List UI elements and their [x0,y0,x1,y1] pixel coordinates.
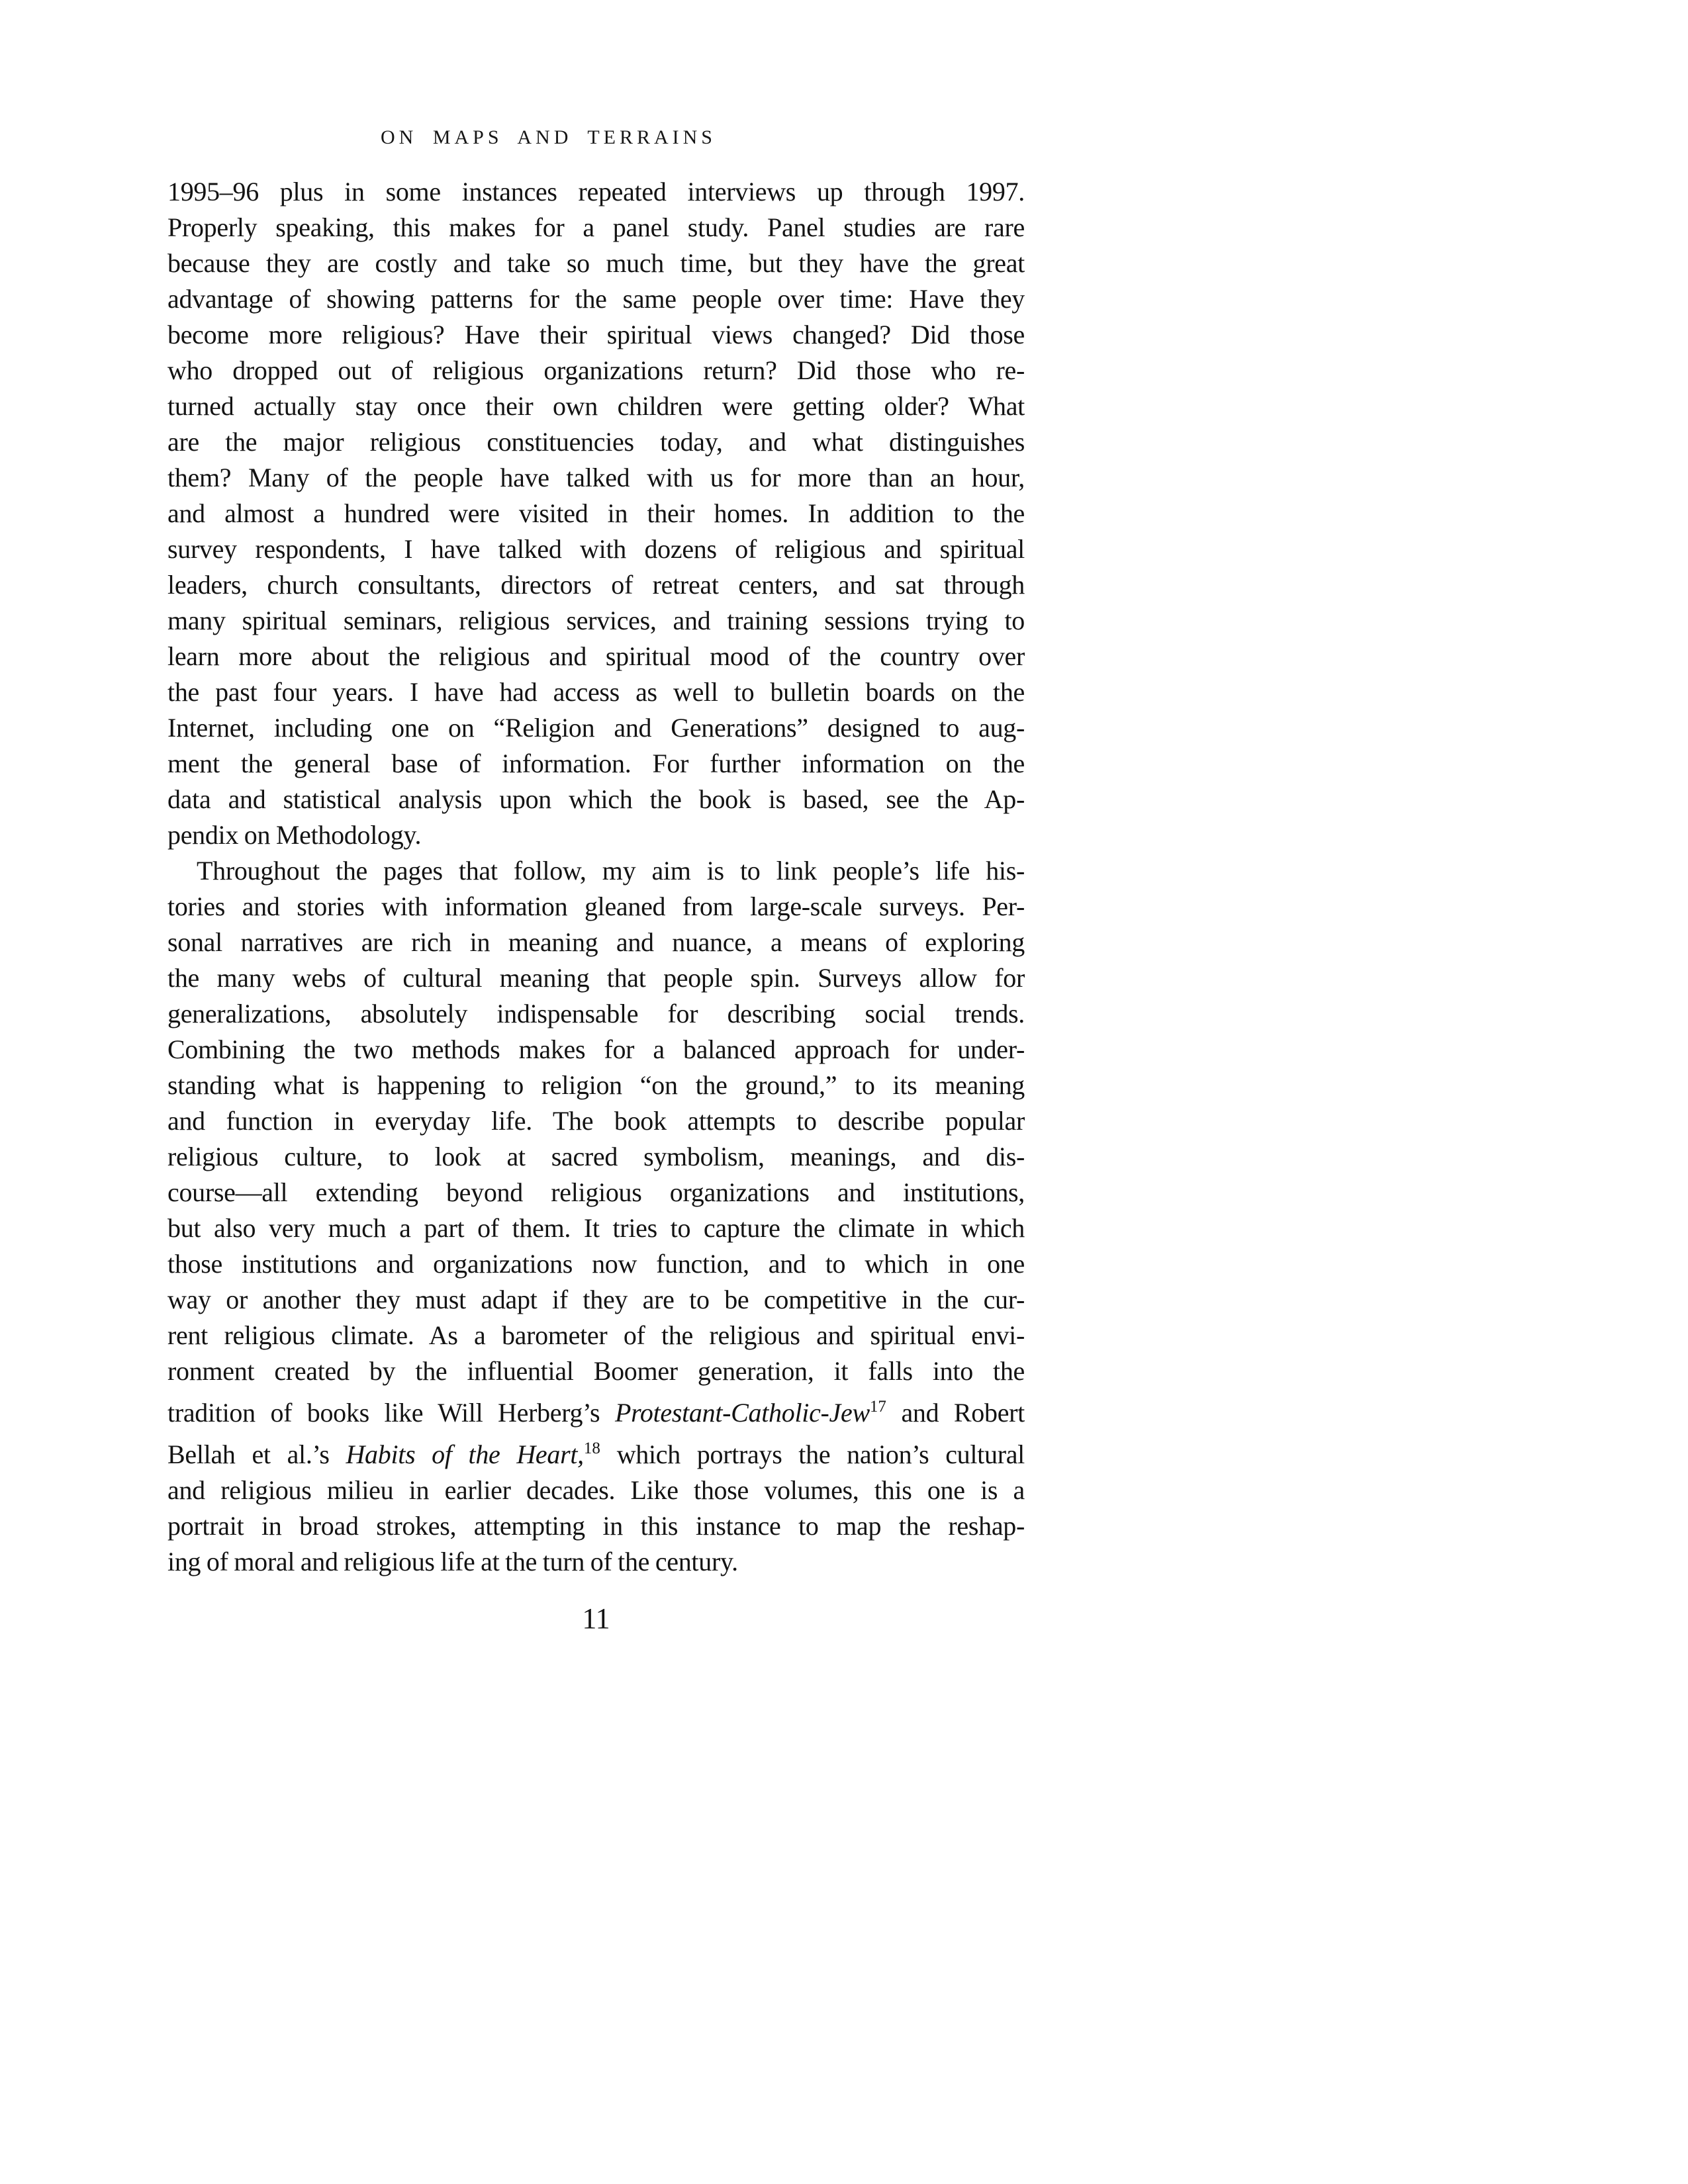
text-line: who dropped out of religious organizations return? Did those who re- [167,355,1025,385]
text-line: and religious milieu in earlier decades. Like those volumes, this one is a [167,1475,1025,1505]
text-line: course—all extending beyond religious organizations and institutions, [167,1177,1025,1207]
text-line: become more religious? Have their spiritual views changed? Did those [167,320,1025,349]
footnote-ref: 17 [869,1398,886,1416]
text-line: standing what is happening to religion “on the ground,” to its meaning [167,1070,1025,1100]
text-line: are the major religious constituencies today, and what distinguishes [167,427,1025,457]
page-number: 11 [582,1602,610,1635]
page-text [167,174,1025,1580]
running-header [167,126,1025,149]
text-line: Bellah et al.’s Habits of the Heart,$^{18}$ which portrays the nation’s cultural [167,1439,1025,1469]
text-line: pendix on Methodology. [167,820,422,850]
text-line: learn more about the religious and spiritual mood of the country over [167,641,1025,671]
text-line: Properly speaking, this makes for a panel study. Panel studies are rare [167,212,1025,242]
text-line: 1995–96 plus in some instances repeated interviews up through 1997. [167,177,1025,206]
running-header-text: ON MAPS AND TERRAINS [380,126,716,148]
text-line: Internet, including one on “Religion and Generations” designed to aug- [167,713,1025,743]
text-line: Throughout the pages that follow, my aim is to link people’s life his- [197,856,1025,886]
text-line: ing of moral and religious life at the turn of the century. [167,1547,738,1576]
text-line: those institutions and organizations now function, and to which in one [167,1249,1025,1279]
book-title: Habits of the Heart, [346,1439,584,1469]
text-line: ronment created by the influential Boomer generation, it falls into the [167,1356,1025,1386]
text-line: Combining the two methods makes for a balanced approach for under- [167,1034,1025,1064]
book-title: Protestant-Catholic-Jew [614,1398,870,1428]
text-line: way or another they must adapt if they are to be competitive in the cur- [167,1285,1025,1314]
text-line: survey respondents, I have talked with dozens of religious and spiritual [167,534,1025,564]
text-line: the past four years. I have had access as well to bulletin boards on the [167,677,1025,707]
text-line: rent religious climate. As a barometer of the religious and spiritual envi- [167,1320,1025,1350]
text-line: portrait in broad strokes, attempting in this instance to map the reshap- [167,1511,1025,1541]
text-line: many spiritual seminars, religious services, and training sessions trying to [167,606,1025,635]
text-line: and almost a hundred were visited in their homes. In addition to the [167,498,1025,528]
text-line: advantage of showing patterns for the same people over time: Have they [167,284,1025,314]
text-line: generalizations, absolutely indispensable for describing social trends. [167,999,1025,1028]
text-line: because they are costly and take so much time, but they have the great [167,248,1025,278]
text-line: tradition of books like Will Herberg’s Protestant-Catholic-Jew$^{17}$ and Robert [167,1398,1025,1428]
text-line: turned actually stay once their own children were getting older? What [167,391,1025,421]
text-line: but also very much a part of them. It tries to capture the climate in which [167,1213,1025,1243]
text-line: leaders, church consultants, directors of retreat centers, and sat through [167,570,1025,600]
text-line: tories and stories with information gleaned from large-scale surveys. Per- [167,891,1025,921]
text-line: the many webs of cultural meaning that people spin. Surveys allow for [167,963,1025,993]
footnote-ref: 18 [583,1439,600,1457]
text-line: ment the general base of information. For further information on the [167,749,1025,778]
text-line: religious culture, to look at sacred symbolism, meanings, and dis- [167,1142,1025,1171]
text-line: sonal narratives are rich in meaning and nuance, a means of exploring [167,927,1025,957]
text-line: them? Many of the people have talked with us for more than an hour, [167,463,1025,492]
text-line: and function in everyday life. The book attempts to describe popular [167,1106,1025,1136]
text-line: data and statistical analysis upon which the book is based, see the Ap- [167,784,1025,814]
